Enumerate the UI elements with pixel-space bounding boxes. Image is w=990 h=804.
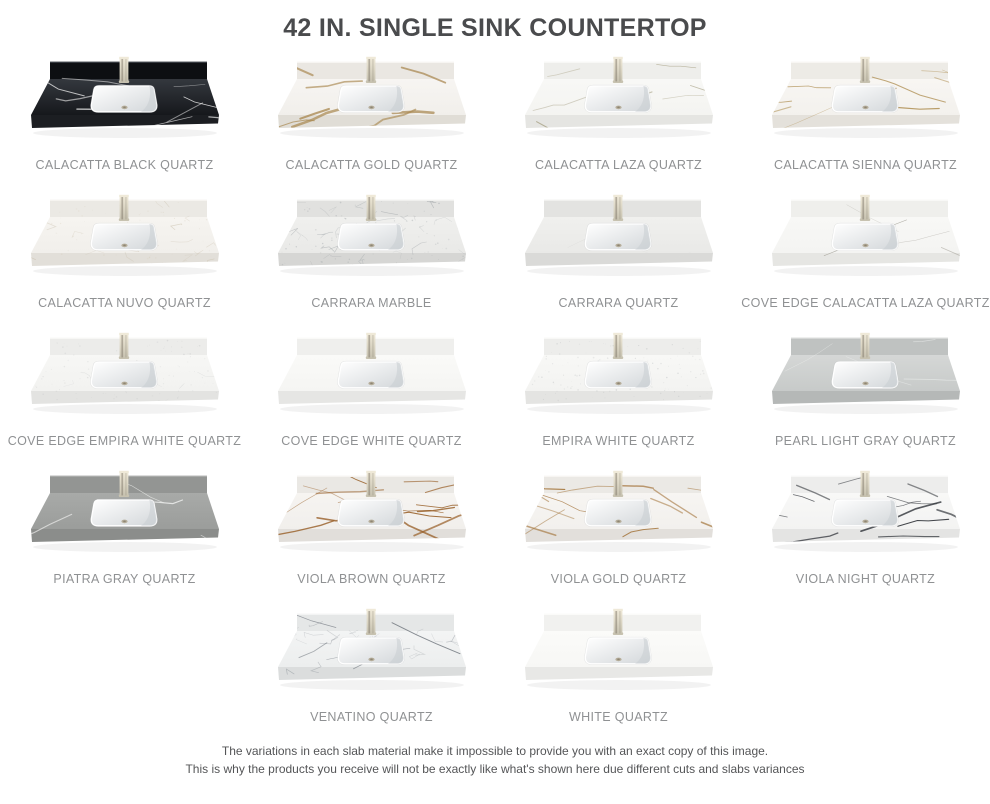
- countertop-option-calacatta-gold-quartz[interactable]: [248, 55, 495, 177]
- countertop-option-cove-edge-empira-white-quartz[interactable]: [1, 331, 248, 453]
- countertop-render: [514, 55, 724, 151]
- faucet: [118, 471, 128, 497]
- sink-basin: [338, 224, 403, 250]
- countertop-label: CALACATTA SIENNA QUARTZ: [773, 158, 958, 172]
- countertop-label: CARRARA QUARTZ: [558, 296, 679, 310]
- countertop-swatch: [514, 193, 724, 289]
- countertop-label: CALACATTA GOLD QUARTZ: [285, 158, 458, 172]
- sink-basin: [832, 362, 897, 388]
- countertop-label: VIOLA NIGHT QUARTZ: [795, 572, 936, 586]
- countertop-swatch: [514, 469, 724, 565]
- countertop-render: [761, 193, 971, 289]
- countertop-label: EMPIRA WHITE QUARTZ: [542, 434, 695, 448]
- sink-basin: [91, 500, 156, 526]
- countertop-render: [514, 469, 724, 565]
- faucet: [118, 195, 128, 221]
- countertop-option-viola-brown-quartz[interactable]: [248, 469, 495, 591]
- countertop-render: [761, 55, 971, 151]
- faucet: [365, 333, 375, 359]
- countertop-render: [514, 607, 724, 703]
- faucet: [118, 57, 128, 83]
- countertop-option-piatra-gray-quartz[interactable]: [1, 469, 248, 591]
- countertop-label: WHITE QUARTZ: [568, 710, 669, 724]
- countertop-swatch: [20, 331, 230, 427]
- countertop-render: [514, 331, 724, 427]
- countertop-option-empira-white-quartz[interactable]: [495, 331, 742, 453]
- sink-basin: [338, 86, 403, 112]
- disclaimer-line-1: The variations in each slab material make it impossible to provide you with an exact copy of this image.: [221, 744, 769, 758]
- sink-basin: [585, 86, 650, 112]
- faucet: [859, 57, 869, 83]
- countertop-option-venatino-quartz[interactable]: [248, 607, 495, 729]
- countertop-label: PEARL LIGHT GRAY QUARTZ: [774, 434, 956, 448]
- countertop-render: [514, 193, 724, 289]
- sink-basin: [832, 86, 897, 112]
- sink-basin: [832, 500, 897, 526]
- sink-basin: [338, 362, 403, 388]
- countertop-label: VIOLA BROWN QUARTZ: [297, 572, 446, 586]
- faucet: [365, 609, 375, 635]
- sink-basin: [585, 362, 650, 388]
- sink-basin: [585, 500, 650, 526]
- faucet: [859, 333, 869, 359]
- countertop-swatch: [20, 469, 230, 565]
- countertop-swatch: [20, 55, 230, 151]
- countertop-option-pearl-light-gray-quartz[interactable]: [742, 331, 989, 453]
- faucet: [118, 333, 128, 359]
- countertop-label: COVE EDGE EMPIRA WHITE QUARTZ: [7, 434, 242, 448]
- countertop-render: [761, 469, 971, 565]
- faucet: [612, 471, 622, 497]
- countertop-swatch: [514, 331, 724, 427]
- countertop-swatch: [761, 469, 971, 565]
- countertop-swatch: [267, 331, 477, 427]
- countertop-label: CALACATTA NUVO QUARTZ: [38, 296, 211, 310]
- countertop-swatch: [20, 193, 230, 289]
- countertop-render: [267, 331, 477, 427]
- countertop-swatch: [267, 469, 477, 565]
- countertop-grid: [0, 55, 990, 729]
- faucet: [365, 471, 375, 497]
- countertop-option-viola-night-quartz[interactable]: [742, 469, 989, 591]
- countertop-render: [20, 55, 230, 151]
- disclaimer-line-2: This is why the products you receive will not be exactly like what's shown here due different cuts and slabs variances: [185, 762, 805, 776]
- countertop-option-calacatta-sienna-quartz[interactable]: [742, 55, 989, 177]
- countertop-label: CARRARA MARBLE: [311, 296, 432, 310]
- countertop-render: [761, 331, 971, 427]
- sink-basin: [338, 500, 403, 526]
- faucet: [859, 471, 869, 497]
- faucet: [365, 195, 375, 221]
- countertop-label: PIATRA GRAY QUARTZ: [53, 572, 196, 586]
- sink-basin: [585, 224, 650, 250]
- disclaimer: [0, 742, 990, 778]
- faucet: [365, 57, 375, 83]
- countertop-swatch: [761, 55, 971, 151]
- countertop-label: COVE EDGE WHITE QUARTZ: [281, 434, 462, 448]
- countertop-option-carrara-marble[interactable]: [248, 193, 495, 315]
- countertop-label: COVE EDGE CALACATTA LAZA QUARTZ: [741, 296, 990, 310]
- sink-basin: [585, 638, 650, 664]
- sink-basin: [338, 638, 403, 664]
- faucet: [859, 195, 869, 221]
- countertop-render: [267, 193, 477, 289]
- countertop-option-calacatta-nuvo-quartz[interactable]: [1, 193, 248, 315]
- sink-basin: [91, 86, 156, 112]
- faucet: [612, 609, 622, 635]
- countertop-swatch: [761, 193, 971, 289]
- countertop-swatch: [267, 55, 477, 151]
- countertop-swatch: [267, 193, 477, 289]
- countertop-render: [20, 469, 230, 565]
- countertop-option-cove-edge-white-quartz[interactable]: [248, 331, 495, 453]
- countertop-option-viola-gold-quartz[interactable]: [495, 469, 742, 591]
- countertop-label: CALACATTA BLACK QUARTZ: [35, 158, 214, 172]
- countertop-swatch: [267, 607, 477, 703]
- countertop-option-calacatta-laza-quartz[interactable]: [495, 55, 742, 177]
- countertop-label: VENATINO QUARTZ: [310, 710, 433, 724]
- countertop-render: [20, 193, 230, 289]
- countertop-label: VIOLA GOLD QUARTZ: [550, 572, 687, 586]
- countertop-render: [267, 607, 477, 703]
- countertop-render: [20, 331, 230, 427]
- sink-basin: [832, 224, 897, 250]
- countertop-render: [267, 469, 477, 565]
- faucet: [612, 57, 622, 83]
- countertop-swatch: [514, 607, 724, 703]
- countertop-swatch: [761, 331, 971, 427]
- sink-basin: [91, 362, 156, 388]
- sink-basin: [91, 224, 156, 250]
- countertop-option-calacatta-black-quartz[interactable]: [1, 55, 248, 177]
- faucet: [612, 195, 622, 221]
- page-title: 42 IN. SINGLE SINK COUNTERTOP: [283, 14, 707, 42]
- faucet: [612, 333, 622, 359]
- countertop-swatch: [514, 55, 724, 151]
- countertop-option-cove-edge-calacatta-laza-quartz[interactable]: [742, 193, 989, 315]
- countertop-render: [267, 55, 477, 151]
- countertop-option-carrara-quartz[interactable]: [495, 193, 742, 315]
- countertop-option-white-quartz[interactable]: [495, 607, 742, 729]
- countertop-label: CALACATTA LAZA QUARTZ: [534, 158, 703, 172]
